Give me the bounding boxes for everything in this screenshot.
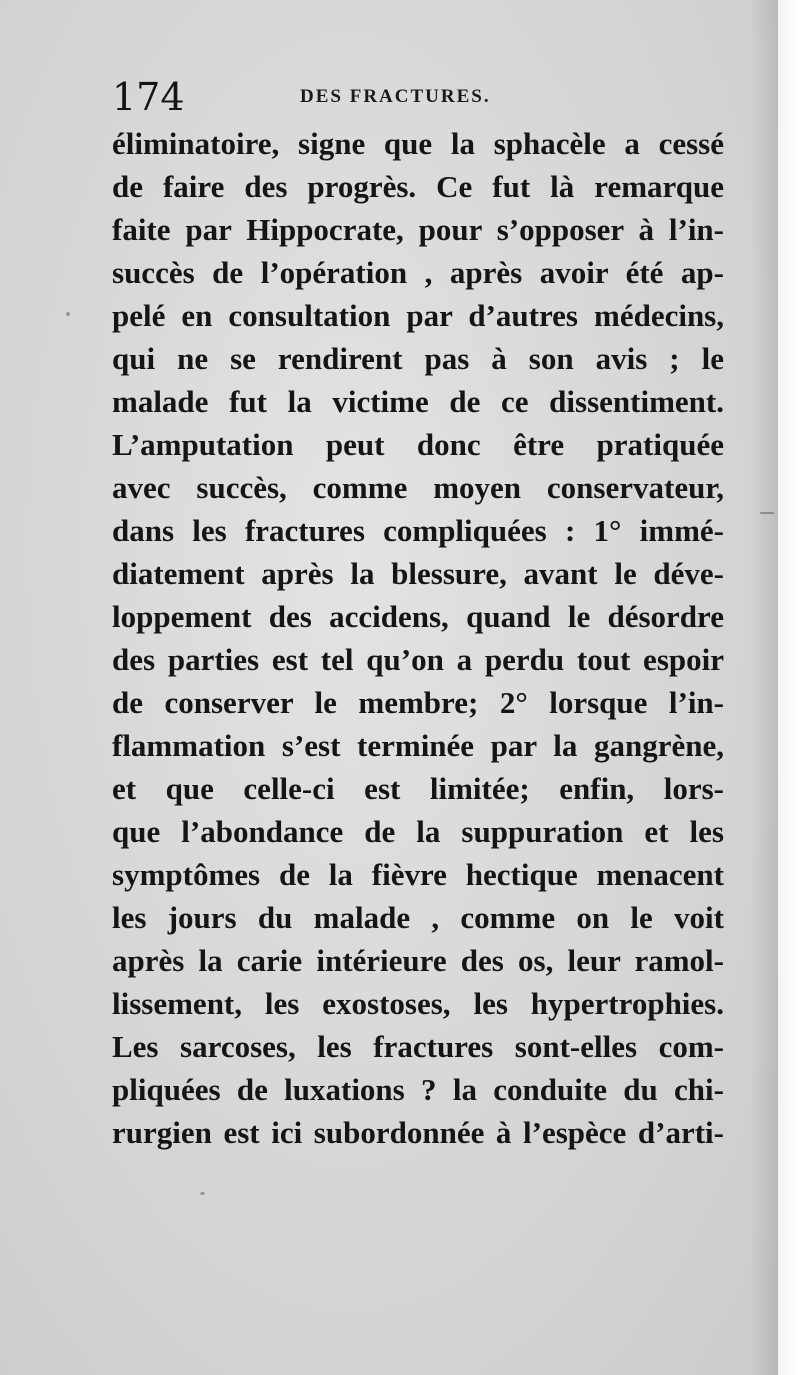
text-line: après la carie intérieure des os, leur ramol-	[112, 943, 724, 978]
binding-shadow	[750, 0, 778, 1375]
scan-margin	[778, 0, 800, 1375]
paper-speck	[200, 1192, 205, 1195]
text-line: de conserver le membre; 2° lorsque l’in-	[112, 685, 724, 720]
paper-speck	[66, 312, 70, 316]
text-line: des parties est tel qu’on a perdu tout espoir	[112, 642, 724, 677]
text-line: pelé en consultation par d’autres médecins,	[112, 298, 724, 333]
text-line: éliminatoire, signe que la sphacèle a cessé	[112, 126, 724, 161]
text-line: flammation s’est terminée par la gangrène,	[112, 728, 724, 763]
page-header	[112, 72, 712, 122]
text-line: rurgien est ici subordonnée à l’espèce d’arti-	[112, 1115, 724, 1150]
text-line: les jours du malade , comme on le voit	[112, 900, 724, 935]
text-line: qui ne se rendirent pas à son avis ; le	[112, 341, 724, 376]
text-line: que l’abondance de la suppuration et les	[112, 814, 724, 849]
page-number: 174	[112, 75, 185, 119]
running-head: DES FRACTURES.	[300, 86, 491, 107]
text-line: malade fut la victime de ce dissentiment.	[112, 384, 724, 419]
text-line: succès de l’opération , après avoir été ap-	[112, 255, 724, 290]
text-line: de faire des progrès. Ce fut là remarque	[112, 169, 724, 204]
body-text	[112, 122, 724, 1154]
text-line: lissement, les exostoses, les hypertrophies.	[112, 986, 724, 1021]
text-line: symptômes de la fièvre hectique menacent	[112, 857, 724, 892]
text-line: avec succès, comme moyen conservateur,	[112, 470, 724, 505]
text-line: L’amputation peut donc être pratiquée	[112, 427, 724, 462]
text-line: faite par Hippocrate, pour s’opposer à l’in-	[112, 212, 724, 247]
text-line: et que celle-ci est limitée; enfin, lors-	[112, 771, 724, 806]
text-line: loppement des accidens, quand le désordre	[112, 599, 724, 634]
text-line: dans les fractures compliquées : 1° immé-	[112, 513, 724, 548]
text-line: diatement après la blessure, avant le déve-	[112, 556, 724, 591]
text-line: Les sarcoses, les fractures sont-elles com-	[112, 1029, 724, 1064]
text-line: pliquées de luxations ? la conduite du chi-	[112, 1072, 724, 1107]
